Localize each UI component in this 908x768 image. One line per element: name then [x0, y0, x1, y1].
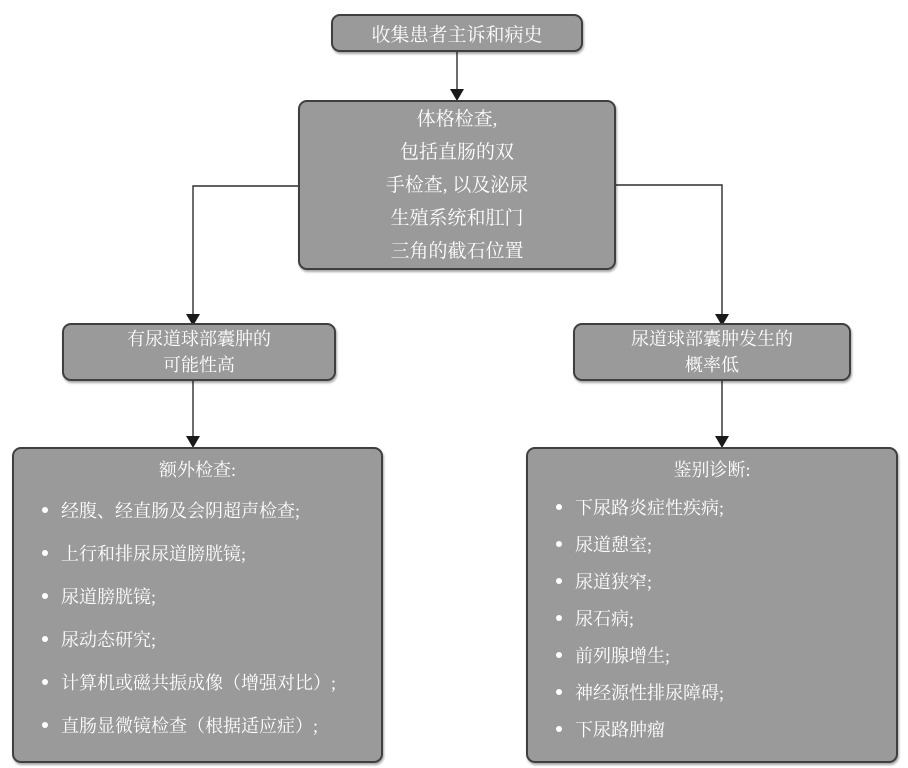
list-item — [556, 568, 886, 594]
node-low-probability — [573, 323, 851, 381]
list-item-label: 经腹、经直肠及会阴超声检查; — [61, 500, 300, 521]
list-item — [556, 642, 886, 668]
bullet-icon — [42, 636, 48, 642]
node-branch-line: 尿道球部囊肿发生的 — [631, 329, 793, 349]
node-differential-diagnosis — [526, 447, 898, 763]
list-item-label: 尿道憩室; — [575, 534, 653, 555]
list-item-label: 尿石病; — [575, 608, 635, 629]
node-exam-line: 体格检查, — [416, 108, 498, 130]
list-item — [556, 716, 886, 742]
connector-right-branch-to-detail — [715, 381, 729, 448]
node-exam-line: 生殖系统和肛门 — [390, 207, 524, 229]
list-item — [42, 669, 371, 695]
bullet-icon — [556, 541, 562, 547]
list-item — [556, 679, 886, 705]
connector-exam-to-right-branch — [616, 185, 729, 326]
list-item-label: 前列腺增生; — [575, 645, 671, 666]
differential-diagnosis-list — [528, 482, 896, 761]
bullet-icon — [556, 652, 562, 658]
list-item — [42, 626, 371, 652]
list-item — [556, 605, 886, 631]
list-item — [556, 494, 886, 520]
connector-exam-to-left-branch — [186, 186, 298, 326]
bullet-icon — [42, 593, 48, 599]
list-item-label: 尿道膀胱镜; — [61, 586, 157, 607]
list-item — [42, 497, 371, 523]
bullet-icon — [42, 722, 48, 728]
node-collect-history — [331, 14, 583, 52]
additional-exams-title: 额外检查: — [158, 460, 236, 480]
list-item — [42, 583, 371, 609]
node-physical-exam — [298, 100, 616, 270]
node-high-probability — [62, 323, 336, 381]
differential-diagnosis-title: 鉴别诊断: — [673, 460, 751, 480]
connector-left-branch-to-detail — [186, 381, 200, 448]
bullet-icon — [42, 550, 48, 556]
list-item-label: 尿动态研究; — [61, 630, 157, 651]
bullet-icon — [42, 507, 48, 513]
list-item-label: 下尿路炎症性疾病; — [575, 497, 725, 518]
bullet-icon — [556, 578, 562, 584]
bullet-icon — [556, 689, 562, 695]
node-additional-exams — [12, 447, 383, 763]
bullet-icon — [556, 726, 562, 732]
connector-collect-to-exam — [450, 52, 464, 101]
bullet-icon — [42, 679, 48, 685]
bullet-icon — [556, 615, 562, 621]
node-exam-line: 包括直肠的双 — [399, 141, 514, 163]
connector-line — [616, 185, 722, 315]
bullet-icon — [556, 504, 562, 510]
node-branch-line: 可能性高 — [163, 355, 235, 375]
node-exam-line: 手检查, 以及泌尿 — [385, 174, 529, 196]
node-collect-label: 收集患者主诉和病史 — [371, 24, 543, 46]
list-item — [42, 540, 371, 566]
additional-exams-list — [14, 482, 381, 761]
connector-line — [193, 186, 298, 315]
node-branch-line: 有尿道球部囊肿的 — [127, 329, 271, 349]
list-item-label: 尿道狭窄; — [575, 571, 653, 592]
list-item-label: 上行和排尿尿道膀胱镜; — [61, 543, 246, 564]
node-branch-line: 概率低 — [685, 355, 739, 375]
list-item — [42, 712, 371, 738]
list-item-label: 下尿路肿瘤 — [575, 719, 665, 740]
list-item-label: 直肠显微镜检查（根据适应症）; — [61, 716, 318, 737]
list-item-label: 计算机或磁共振成像（增强对比）; — [61, 673, 336, 694]
list-item-label: 神经源性排尿障碍; — [575, 682, 725, 703]
node-exam-line: 三角的截石位置 — [390, 240, 524, 262]
list-item — [556, 531, 886, 557]
